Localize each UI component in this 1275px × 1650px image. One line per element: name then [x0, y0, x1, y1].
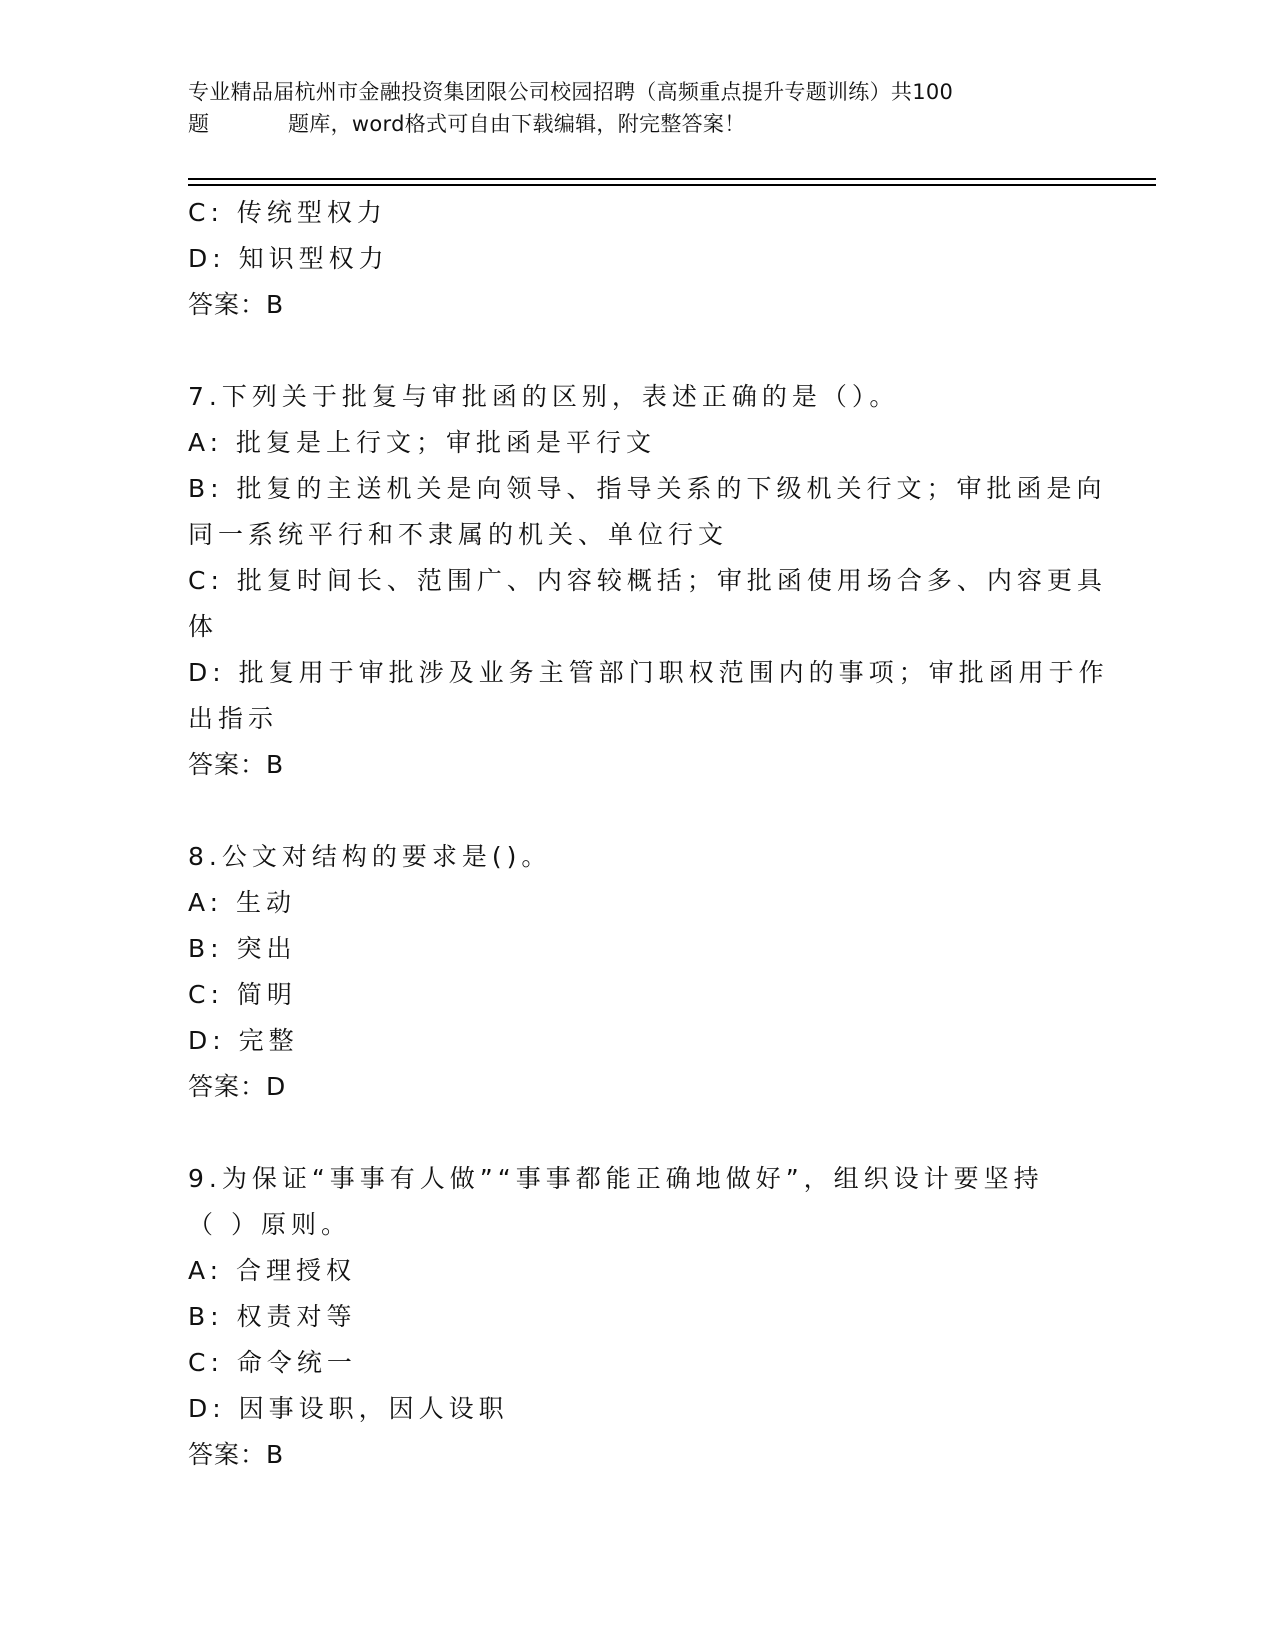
spacer — [188, 328, 1088, 374]
answer-line: 答案：B — [188, 750, 285, 779]
question-content — [188, 190, 1109, 1478]
header-title-rest: 题库，word格式可自由下载编辑，附完整答案！ — [288, 112, 746, 136]
header-title-line: 专业精品届杭州市金融投资集团限公司校园招聘（高频重点提升专题训练）共100 — [188, 80, 954, 104]
option-d: D: 知识型权力 — [188, 244, 389, 273]
header-title-line-2 — [188, 108, 1088, 140]
option-b-continued: 同一系统平行和不隶属的机关、单位行文 — [188, 520, 729, 549]
document-header — [188, 76, 1088, 140]
previous-question-tail — [188, 190, 1088, 328]
question-stem-continued: （ ）原则。 — [188, 1210, 351, 1239]
question-8 — [188, 834, 1088, 1110]
question-stem: 7.下列关于批复与审批函的区别，表述正确的是（）。 — [188, 382, 900, 411]
answer-line: 答案：D — [188, 1072, 287, 1101]
question-stem: 8.公文对结构的要求是()。 — [188, 842, 552, 871]
option-a: A: 合理授权 — [188, 1256, 357, 1285]
option-d: D: 批复用于审批涉及业务主管部门职权范围内的事项；审批函用于作 — [188, 658, 1109, 687]
answer-line: 答案：B — [188, 290, 285, 319]
header-divider-bottom — [188, 184, 1156, 186]
question-9 — [188, 1156, 1088, 1478]
option-d: D: 完整 — [188, 1026, 299, 1055]
question-stem: 9.为保证“事事有人做”“事事都能正确地做好”，组织设计要坚持 — [188, 1164, 1044, 1193]
option-b: B: 批复的主送机关是向领导、指导关系的下级机关行文；审批函是向 — [188, 474, 1107, 503]
option-c: C: 命令统一 — [188, 1348, 357, 1377]
option-d-continued: 出指示 — [188, 704, 279, 733]
option-a: A: 批复是上行文；审批函是平行文 — [188, 428, 657, 457]
option-a: A: 生动 — [188, 888, 297, 917]
option-c: C: 简明 — [188, 980, 297, 1009]
spacer — [188, 1110, 1088, 1156]
question-7 — [188, 374, 1109, 788]
answer-line: 答案：B — [188, 1440, 285, 1469]
header-divider-top — [188, 178, 1156, 180]
option-c: C: 传统型权力 — [188, 198, 387, 227]
option-c-continued: 体 — [188, 612, 219, 641]
spacer — [188, 788, 1088, 834]
option-c: C: 批复时间长、范围广、内容较概括；审批函使用场合多、内容更具 — [188, 566, 1107, 595]
option-b: B: 权责对等 — [188, 1302, 357, 1331]
header-title-lead: 题 — [188, 112, 210, 136]
option-d: D: 因事设职，因人设职 — [188, 1394, 509, 1423]
option-b: B: 突出 — [188, 934, 297, 963]
